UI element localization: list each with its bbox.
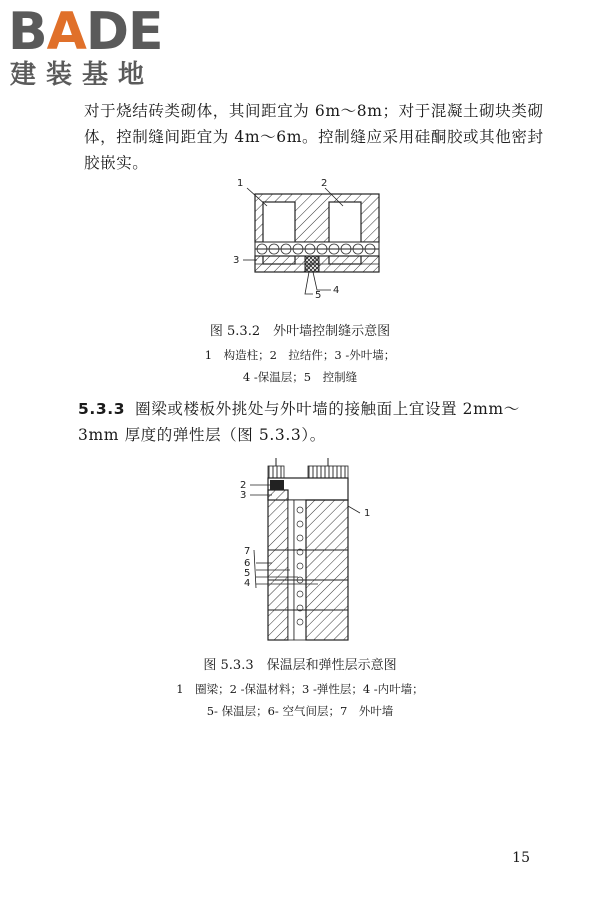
- page-number: 15: [512, 850, 530, 866]
- intro-line-3: 胶嵌实。: [84, 154, 149, 172]
- inner-leaf-wall: [306, 500, 348, 640]
- fig533-callout-3: 3: [240, 490, 247, 501]
- figure-5-3-3-caption: 图 5.3.3 保温层和弹性层示意图: [203, 658, 397, 673]
- brand-logo: [8, 2, 163, 62]
- fig532-callout-5: 5: [315, 290, 322, 301]
- fig533-callout-7: 7: [244, 546, 251, 557]
- fig532-callout-4: 4: [333, 285, 340, 296]
- figure-5-3-2-legend-2: 4 -保温层；5 控制缝: [242, 370, 358, 384]
- intro-paragraph: [84, 98, 554, 176]
- figure-5-3-2-caption: 图 5.3.2 外叶墙控制缝示意图: [209, 324, 391, 339]
- fig533-callout-5: 5: [244, 568, 251, 579]
- section-line-2: 3mm 厚度的弹性层（图 5.3.3）。: [78, 426, 326, 444]
- outer-leaf-wall: [268, 490, 288, 640]
- fig533-callout-4: 4: [244, 578, 251, 589]
- section-5-3-3: [78, 396, 558, 448]
- figure-5-3-3-legend-2: 5- 保温层；6- 空气间层；7 外叶墙: [206, 704, 394, 718]
- logo-letter-a: A: [46, 2, 86, 62]
- control-joint: [305, 256, 319, 272]
- fig533-callout-6: 6: [244, 558, 251, 569]
- logo-letters-de: DE: [85, 2, 163, 62]
- section-number: 5.3.3: [78, 400, 126, 418]
- fig532-callout-2: 2: [321, 178, 328, 189]
- fig532-callout-3: 3: [233, 255, 240, 266]
- figure-5-3-2-diagram: [225, 172, 395, 307]
- intro-line-1: 对于烧结砖类砌体，其间距宜为 6m～8m；对于混凝土砌块类砌: [84, 102, 544, 120]
- fig533-callout-2: 2: [240, 480, 247, 491]
- intro-line-2: 体，控制缝间距宜为 4m～6m。控制缝应采用硅酮胶或其他密封: [84, 128, 544, 146]
- fig532-callout-1: 1: [237, 178, 244, 189]
- figure-5-3-3-diagram: [228, 458, 388, 643]
- section-line-1: 圈梁或楼板外挑处与外叶墙的接触面上宜设置 2mm～: [135, 400, 520, 418]
- logo-letter-b: B: [8, 2, 47, 62]
- insulation-material-block: [270, 480, 284, 490]
- figure-5-3-3-legend-1: 1 圈梁；2 -保温材料；3 -弹性层；4 -内叶墙；: [176, 682, 424, 696]
- figure-5-3-2-legend-1: 1 构造柱；2 拉结件；3 -外叶墙；: [204, 348, 396, 362]
- fig533-callout-1: 1: [364, 508, 371, 519]
- logo-subtitle: 建装基地: [10, 60, 155, 90]
- load-arrows: [268, 458, 348, 478]
